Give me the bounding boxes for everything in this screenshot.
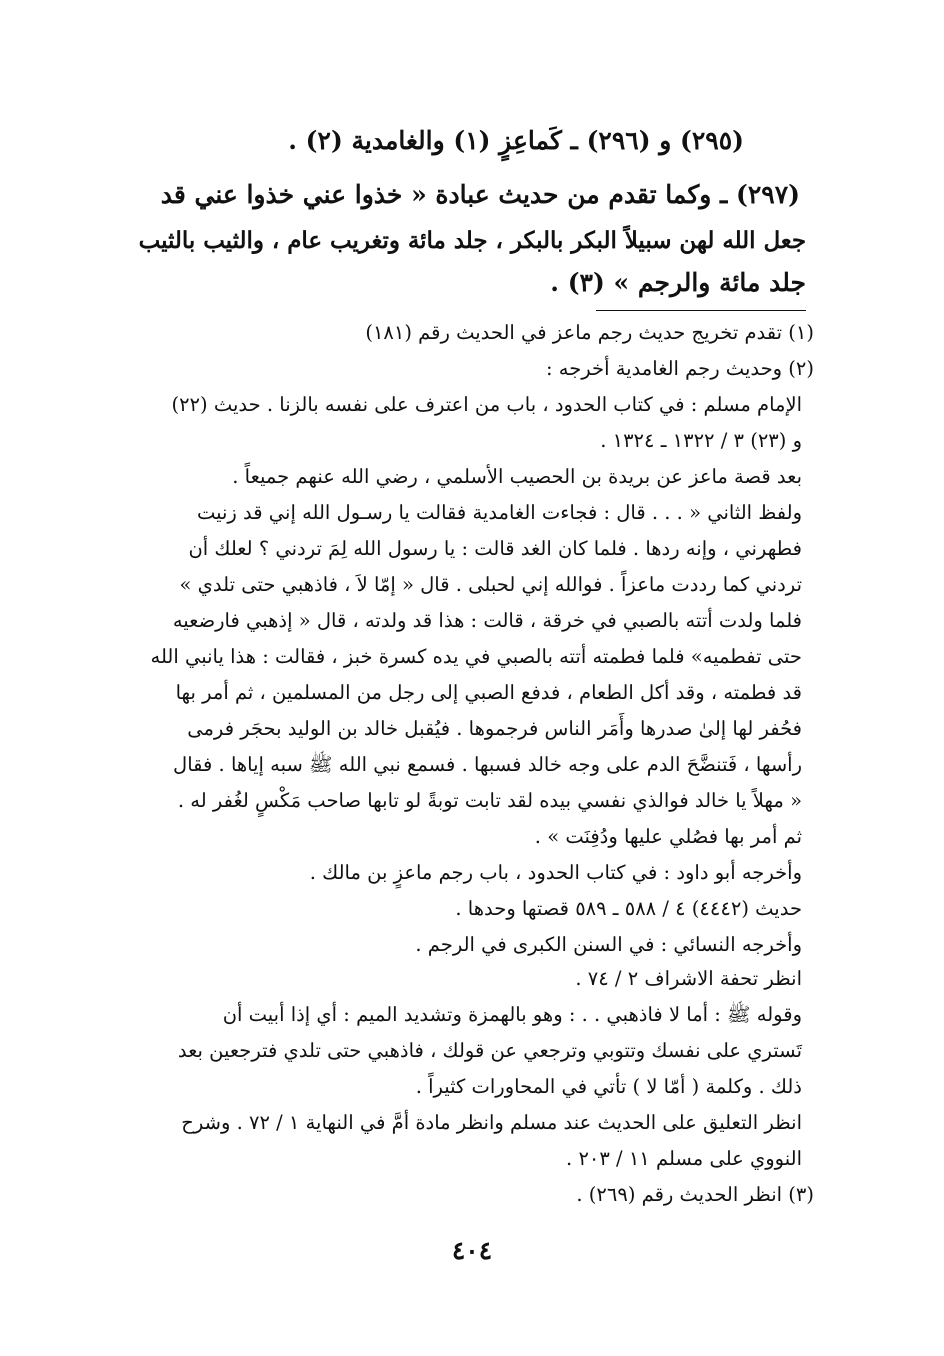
footnote-line: رأسها ، فَتنضَّحَ الدم على وجه خالد فسبها . فسمع نبي الله ﷺ سبه إياها . فقال (173, 753, 802, 776)
footnote-line: تَستري على نفسك وتتوبي وترجعي عن قولك ، فاذهبي حتى تلدي فترجعين بعد (177, 1039, 802, 1062)
footnote-line: ثم أمر بها فصُلي عليها ودُفِنَت » . (534, 825, 802, 848)
footnote-line: « مهلاً يا خالد فوالذي نفسي بيده لقد تابت توبةً لو تابها صاحب مَكْسٍ لغُفر له . (177, 789, 802, 812)
footnote-line: حديث (٤٤٤٢) ٤ / ٥٨٨ ـ ٥٨٩ قصتها وحدها . (455, 897, 802, 920)
main-text-line: جعل الله لهن سبيلاً البكر بالبكر ، جلد مائة وتغريب عام ، والثيب بالثيب (138, 227, 806, 254)
footnote-line: ذلك . وكلمة ( أمّا لا ) تأتي في المحاورات كثيراً . (415, 1075, 802, 1098)
footnote-line: فلما ولدت أتته بالصبي في خرقة ، قالت : هذا قد ولدته ، قال « إذهبي فارضعيه (172, 609, 802, 632)
main-text-line: جلد مائة والرجم » (٣) . (550, 268, 806, 297)
footnote-line: النووي على مسلم ١١ / ٢٠٣ . (566, 1147, 802, 1170)
footnote-line: (١) تقدم تخريج حديث رجم ماعز في الحديث رقم (١٨١) (365, 321, 814, 344)
footnote-line: وأخرجه النسائي : في السنن الكبرى في الرجم . (415, 933, 802, 956)
footnote-line: قد فطمته ، وقد أكل الطعام ، فدفع الصبي إلى رجل من المسلمين ، ثم أمر بها (175, 681, 802, 704)
footnote-line: الإمام مسلم : في كتاب الحدود ، باب من اعترف على نفسه بالزنا . حديث (٢٢) (171, 393, 802, 416)
footnote-line: (٣) انظر الحديث رقم (٢٦٩) . (576, 1183, 814, 1206)
footnote-line: بعد قصة ماعز عن بريدة بن الحصيب الأسلمي ، رضي الله عنهم جميعاً . (232, 465, 802, 488)
footnote-line: وقوله ﷺ : أما لا فاذهبي . . : وهو بالهمزة وتشديد الميم : أي إذا أبيت أن (222, 1003, 802, 1026)
footnote-line: فطهرني ، وإنه ردها . فلما كان الغد قالت : يا رسول الله لِمَ تردني ؟ لعلك أن (188, 537, 802, 560)
main-text-line: (٢٩٧) ـ وكما تقدم من حديث عبادة « خذوا عني خذوا عني قد (160, 180, 800, 209)
footnote-line: (٢) وحديث رجم الغامدية أخرجه : (545, 357, 814, 380)
footnote-line: انظر التعليق على الحديث عند مسلم وانظر مادة أمَّ في النهاية ١ / ٧٢ . وشرح (181, 1111, 802, 1134)
footnote-line: انظر تحفة الاشراف ٢ / ٧٤ . (575, 967, 802, 990)
footnote-line: فحُفر لها إلىٰ صدرها وأَمَر الناس فرجموها . فيُقبل خالد بن الوليد بحجَر فرمى (187, 717, 802, 740)
footnote-line: وأخرجه أبو داود : في كتاب الحدود ، باب رجم ماعزٍ بن مالك . (309, 861, 802, 884)
footnote-divider (596, 310, 806, 311)
footnote-line: حتى تفطميه» فلما فطمته أتته بالصبي في يده كسرة خبز ، فقالت : هذا يانبي الله (150, 645, 802, 668)
page-number: ٤٠٤ (451, 1236, 493, 1265)
main-text-line: (٢٩٥) و (٢٩٦) ـ كَماعِزٍ (١) والغامدية (٢) . (288, 126, 744, 155)
footnote-line: و (٢٣) ٣ / ١٣٢٢ ـ ١٣٢٤ . (600, 429, 802, 452)
footnote-line: تردني كما رددت ماعزاً . فوالله إني لحبلى . قال « إمّا لاَ ، فاذهبي حتى تلدي » (179, 573, 802, 596)
footnote-line: ولفظ الثاني « . . . قال : فجاءت الغامدية فقالت يا رسـول الله إني قد زنيت (196, 501, 802, 524)
